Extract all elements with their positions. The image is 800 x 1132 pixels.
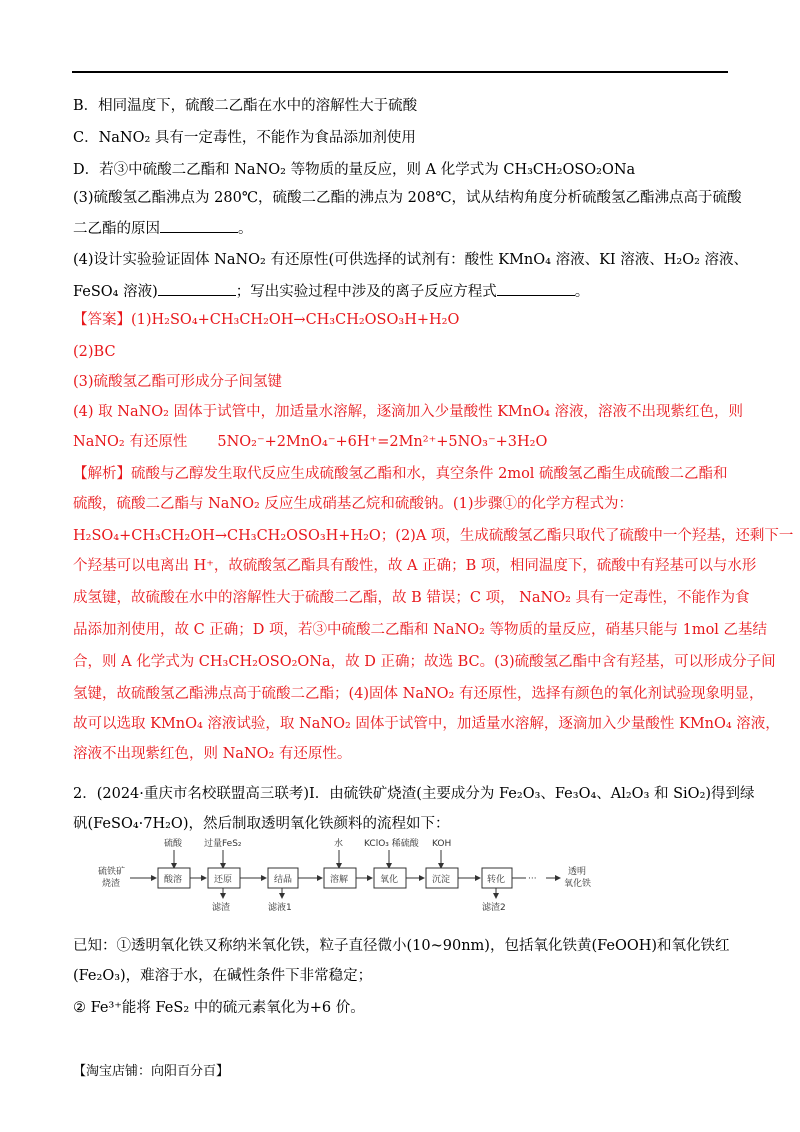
flow-start-label: 烧渣 (102, 879, 121, 889)
flow-step-label: 还原 (214, 875, 233, 885)
explanation-line: 氢键，故硫酸氢乙酯沸点高于硫酸二乙酯；(4)固体 NaNO₂ 有还原性，选择有颜色的氧化剂试验现象明显， (73, 686, 764, 702)
answer-blank (160, 219, 238, 233)
footer-store-label: 【淘宝店铺：向阳百分百】 (73, 1064, 230, 1079)
question-4-line1: (4)设计实验验证固体 NaNO₂ 有还原性(可供选择的试剂有：酸性 KMnO₄ 溶液、KI 溶液、H₂O₂ 溶液、 (73, 252, 749, 268)
known-1-cont: (Fe₂O₃)，难溶于水，在碱性条件下非常稳定； (73, 968, 373, 984)
explanation-line: H₂SO₄+CH₃CH₂OH→CH₃CH₂OSO₃H+H₂O；(2)A 项，生成硫酸氢乙酯只取代了硫酸中一个羟基，还剩下一 (73, 528, 794, 544)
explanation-line: 硫酸，硫酸二乙酯与 NaNO₂ 反应生成硝基乙烷和硫酸钠。(1)步骤①的化学方程式为： (73, 496, 633, 512)
explanation-line: 成氢键，故硫酸在水中的溶解性大于硫酸二乙酯，故 B 错误；C 项， NaNO₂ 具有一定毒性，不能作为食 (73, 590, 750, 606)
answer-2: (2)BC (73, 344, 116, 360)
explanation-line: 合，则 A 化学式为 CH₃CH₂OSO₂ONa，故 D 正确；故选 BC。(3)硫酸氢乙酯中含有羟基，可以形成分子间 (73, 654, 776, 670)
answer-1: 【答案】(1)H₂SO₄+CH₃CH₂OH→CH₃CH₂OSO₃H+H₂O (73, 312, 460, 328)
flow-step-label: 转化 (487, 875, 506, 885)
answer-3: (3)硫酸氢乙酯可形成分子间氢键 (73, 374, 283, 390)
flow-step-label: 结晶 (274, 875, 293, 885)
answer-blank (158, 282, 236, 296)
problem-2-line2: 矾(FeSO₄·7H₂O)，然后制取透明氧化铁颜料的流程如下： (73, 816, 450, 832)
flow-input-label: KOH (432, 839, 452, 849)
explanation-line: 【解析】硫酸与乙醇发生取代反应生成硫酸氢乙酯和水，真空条件 2mol 硫酸氢乙酯生成硫酸二乙酯和 (73, 466, 728, 482)
question-4-line2: FeSO₄ 溶液) ；写出实验过程中涉及的离子反应方程式 。 (73, 284, 590, 300)
flow-output-label: 滤液1 (268, 903, 292, 913)
flow-start-label: 硫铁矿 (98, 867, 126, 877)
flow-ellipsis: ··· (528, 874, 537, 884)
explanation-line: 溶液不出现紫红色，则 NaNO₂ 有还原性。 (73, 746, 352, 762)
option-b: B．相同温度下，硫酸二乙酯在水中的溶解性大于硫酸 (73, 98, 418, 114)
question-3-line1: (3)硫酸氢乙酯沸点为 280℃，硫酸二乙酯的沸点为 208℃，试从结构角度分析硫酸氢乙酯沸点高于硫酸 (73, 190, 742, 206)
flow-step-label: 氧化 (380, 875, 399, 885)
option-c: C．NaNO₂ 具有一定毒性，不能作为食品添加剂使用 (73, 130, 416, 146)
flow-output-label: 滤渣2 (482, 903, 506, 913)
flow-end-label: 透明 (568, 867, 587, 877)
known-2: ② Fe³⁺能将 FeS₂ 中的硫元素氧化为+6 价。 (73, 1000, 365, 1016)
problem-2-line1: 2．(2024·重庆市名校联盟高三联考)I．由硫铁矿烧渣(主要成分为 Fe₂O₃、Fe₃O₄、Al₂O₃ 和 SiO₂)得到绿 (73, 786, 755, 802)
flow-input-label: 过量FeS₂ (204, 839, 242, 849)
flow-step-label: 沉淀 (432, 875, 451, 885)
flow-input-label: 水 (334, 839, 344, 849)
explanation-line: 品添加剂使用，故 C 正确；D 项，若③中硫酸二乙酯和 NaNO₂ 等物质的量反应，硝基只能与 1mol 乙基结 (73, 622, 768, 638)
flow-output-label: 滤渣 (212, 903, 231, 913)
answer-blank (497, 282, 575, 296)
question-3-line2: 二乙酯的原因 。 (73, 221, 253, 237)
option-d: D．若③中硫酸二乙酯和 NaNO₂ 等物质的量反应，则 A 化学式为 CH₃CH₂OSO₂ONa (73, 162, 636, 178)
explanation-line: 故可以选取 KMnO₄ 溶液试验，取 NaNO₂ 固体于试管中，加适量水溶解，逐滴加入少量酸性 KMnO₄ 溶液， (73, 716, 780, 732)
known-1: 已知：①透明氧化铁又称纳米氧化铁，粒子直径微小(10~90nm)，包括氧化铁黄(FeOOH)和氧化铁红 (73, 938, 730, 954)
flow-input-label: 硫酸 (164, 839, 183, 849)
answer-4-line2: NaNO₂ 有还原性 5NO₂⁻+2MnO₄⁻+6H⁺=2Mn²⁺+5NO₃⁻+3H₂O (73, 434, 548, 450)
explanation-line: 个羟基可以电离出 H⁺，故硫酸氢乙酯具有酸性，故 A 正确；B 项，相同温度下，硫酸中有羟基可以与水形 (73, 558, 757, 574)
flow-step-label: 溶解 (330, 875, 349, 885)
answer-4-line1: (4) 取 NaNO₂ 固体于试管中，加适量水溶解，逐滴加入少量酸性 KMnO₄ 溶液，溶液不出现紫红色，则 (73, 404, 744, 420)
flow-input-label: KClO₃ 稀硫酸 (364, 839, 419, 849)
process-flowchart (90, 836, 610, 916)
flow-end-label: 氧化铁 (564, 879, 592, 889)
flow-step-label: 酸溶 (164, 875, 183, 885)
header-rule (72, 71, 728, 73)
ionic-equation: 5NO₂⁻+2MnO₄⁻+6H⁺=2Mn²⁺+5NO₃⁻+3H₂O (217, 434, 548, 450)
